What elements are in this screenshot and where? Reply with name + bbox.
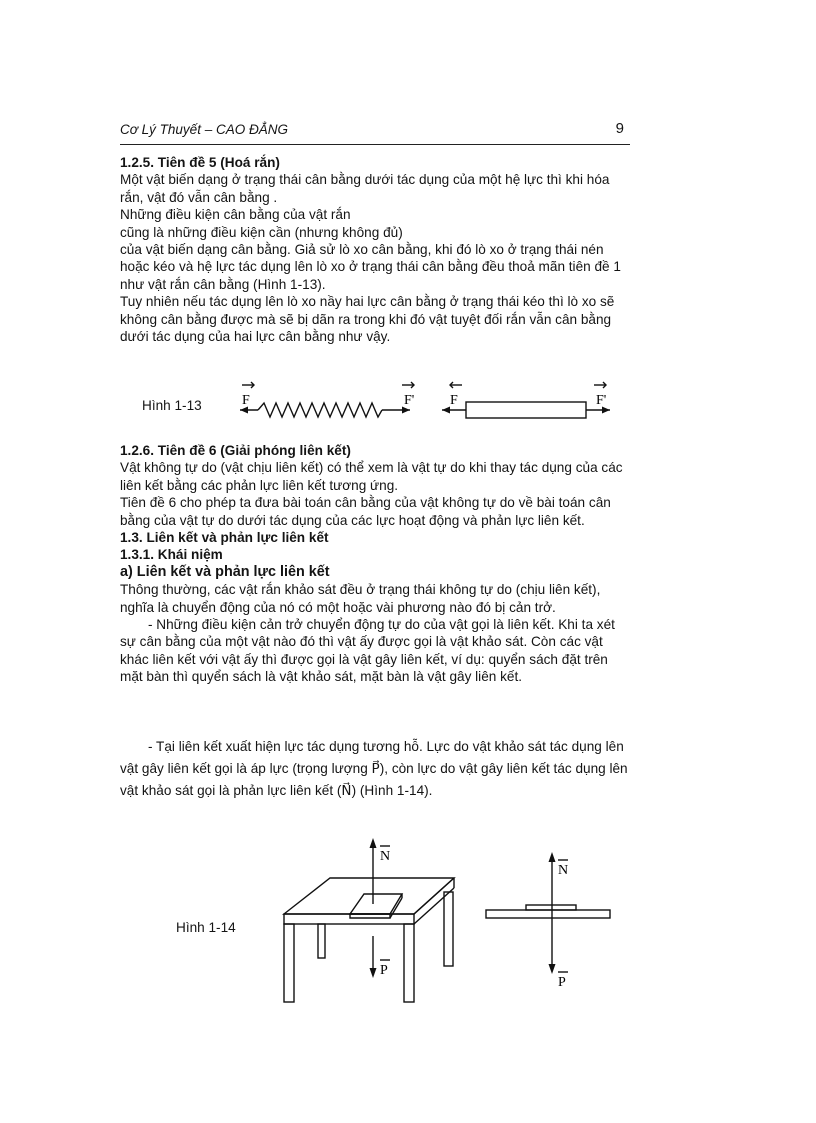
arrow-left-head xyxy=(442,407,450,414)
subsection-heading: 1.3.1. Khái niệm xyxy=(120,547,223,563)
page-number: 9 xyxy=(615,120,624,137)
arrow-up-head xyxy=(549,852,556,862)
figure-caption: Hình 1-14 xyxy=(176,920,236,935)
paragraph: Thông thường, các vật rắn khảo sát đều ở trạng thái không tự do (chịu liên kết), nghĩa là chuyển động của nó có một hoặc vài phương nào đó bị cản trở. xyxy=(120,582,601,615)
label-f-prime: F' xyxy=(404,393,415,408)
section-heading: 1.2.6. Tiên đề 6 (Giải phóng liên kết) xyxy=(120,443,351,458)
table-leg xyxy=(404,924,414,1002)
section-heading: 1.2.5. Tiên đề 5 (Hoá rắn) xyxy=(120,155,280,170)
paragraph: của vật biến dạng cân bằng. Giả sử lò xo cân bằng, khi đó lò xo ở trạng thái nén hoặc kéo và hệ lực tác dụng lên lò xo ở trạng thái cân bằng đều thoả mãn tiên đề 1 như vật rắn cân bằng (Hình 1-13). xyxy=(120,242,621,292)
paragraph: - Tại liên kết xuất hiện lực tác dụng tương hỗ. Lực do vật khảo sát tác dụng lên vật gây liên kết gọi là áp lực (trọng lượng P⃗), còn lực do vật gây liên kết tác dụng lên vật khảo sát gọi là phản lực liên kết (N⃗) (Hình 1-14). xyxy=(120,739,628,798)
label-n: N xyxy=(558,863,569,878)
figure-1-14 xyxy=(120,832,632,1022)
side-table xyxy=(486,910,610,918)
arrow-up-head xyxy=(370,838,377,848)
label-p: P xyxy=(380,963,388,978)
side-book xyxy=(526,905,576,910)
paragraph: - Những điều kiện cản trở chuyển động tự do của vật gọi là liên kết. Khi ta xét sự cân bằng của một vật nào đó thì vật ấy được gọi là vật khảo sát. Còn các vật khác liên kết với vật ấy thì được gọi là vật gây liên kết, ví dụ: quyển sách đặt trên mặt bàn thì quyển sách là vật khảo sát, mặt bàn là vật gây liên kết. xyxy=(120,617,615,685)
label-f: F xyxy=(450,393,458,408)
spring xyxy=(258,403,382,417)
paragraph: Tuy nhiên nếu tác dụng lên lò xo nầy hai lực cân bằng ở trạng thái kéo thì lò xo sẽ không cân bằng được mà sẽ bị dãn ra trong khi đó vật tuyệt đối rắn vẫn cân bằng dưới tác dụng của hai lực cân bằng như vậy. xyxy=(120,294,615,345)
section-heading: 1.3. Liên kết và phản lực liên kết xyxy=(120,530,329,546)
running-title: Cơ Lý Thuyết – CAO ĐẲNG xyxy=(120,122,288,137)
arrow-down-head xyxy=(549,964,556,974)
page-header xyxy=(120,120,630,145)
paragraph: Một vật biến dạng ở trạng thái cân bằng dưới tác dụng của một hệ lực thì khi hóa rắn, vật đó vẫn cân bằng . xyxy=(120,172,610,205)
section-1-2-6-and-1-3 xyxy=(120,442,632,686)
label-p: P xyxy=(558,975,566,990)
table-edge xyxy=(284,914,414,924)
arrow-down-head xyxy=(370,968,377,978)
label-f: F xyxy=(242,393,250,408)
paragraph: Vật không tự do (vật chịu liên kết) có thể xem là vật tự do khi thay tác dụng của các liên kết bằng các phản lực liên kết tương ứng. xyxy=(120,460,623,493)
table-top xyxy=(284,878,454,914)
figure-1-13 xyxy=(120,378,632,426)
figure-caption: Hình 1-13 xyxy=(142,398,202,413)
table-leg xyxy=(318,924,325,958)
rigid-bar xyxy=(466,402,586,418)
table-leg xyxy=(284,924,294,1002)
table-book-diagram xyxy=(120,832,632,1022)
label-n: N xyxy=(380,849,391,864)
paragraph: Tiên đề 6 cho phép ta đưa bài toán cân bằng của vật không tự do về bài toán cân bằng của vật tự do dưới tác dụng của các lực hoạt động và phản lực liên kết. xyxy=(120,495,611,528)
label-f-prime: F' xyxy=(596,393,607,408)
spring-and-bar-diagram xyxy=(120,378,632,426)
subsubsection-heading: a) Liên kết và phản lực liên kết xyxy=(120,563,330,580)
paragraph: Những điều kiện cân bằng của vật rắn xyxy=(120,207,351,223)
section-1-2-5 xyxy=(120,154,632,345)
paragraph: cũng là những điều kiện cần (nhưng không đủ) xyxy=(120,224,403,240)
table-leg xyxy=(444,892,453,966)
section-1-3-reactions xyxy=(120,736,632,802)
